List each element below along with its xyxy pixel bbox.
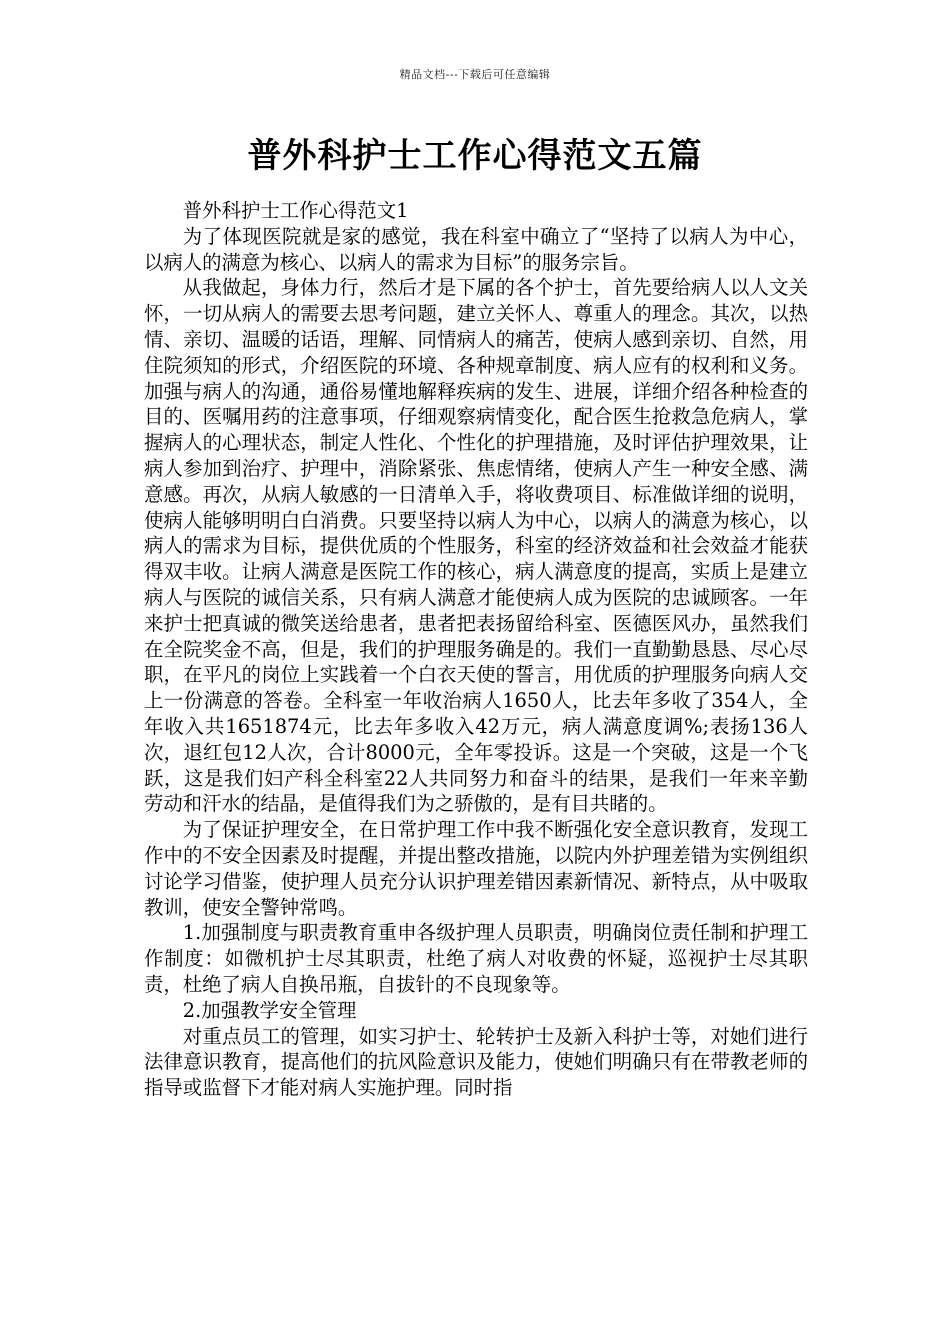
section-heading: 普外科护士工作心得范文1: [182, 199, 409, 222]
page-header: 精品文档---下载后可任意编辑: [399, 68, 551, 81]
body-paragraph: 为了保证护理安全，在日常护理工作中我不断强化安全意识教育，发现工作中的不安全因素及时提醒，并提出整改措施，以院内外护理差错为实例组织讨论学习借鉴，使护理人员充分认识护理差错因素新情况、新特点，从中吸取教训，使安全警钟常鸣。: [144, 818, 808, 919]
body-paragraph: 从我做起，身体力行，然后才是下属的各个护士，首先要给病人以人文关怀，一切从病人的需要去思考问题，建立关怀人、尊重人的理念。其次，以热情、亲切、温暖的话语，理解、同情病人的痛苦，使病人感到亲切、自然，用住院须知的形式，介绍医院的环境、各种规章制度、病人应有的权利和义务。加强与病人的沟通，通俗易懂地解释疾病的发生、进展，详细介绍各种检查的目的、医嘱用药的注意事项，仔细观察病情变化，配合医生抢救急危病人，掌握病人的心理状态，制定人性化、个性化的护理措施，及时评估护理效果，让病人参加到治疗、护理中，消除紧张、焦虑情绪，使病人产生一种安全感、满意感。再次，从病人敏感的一日清单入手，将收费项目、标准做详细的说明，使病人能够明明白白消费。只要坚持以病人为中心，以病人的满意为核心，以病人的需求为目标，提供优质的个性服务，科室的经济效益和社会效益才能获得双丰收。让病人满意是医院工作的核心，病人满意度的提高，实质上是建立病人与医院的诚信关系，只有病人满意才能使病人成为医院的忠诚顾客。一年来护士把真诚的微笑送给患者，患者把表扬留给科室、医德医风办，虽然我们在全院奖金不高，但是，我们的护理服务确是的。我们一直勤勤恳恳、尽心尽职，在平凡的岗位上实践着一个白衣天使的誓言，用优质的护理服务向病人交上一份满意的答卷。全科室一年收治病人1650人，比去年多收了354人，全年收入共1651874元，比去年多收入42万元，病人满意度调%;表扬136人次，退红包12人次，合计8000元，全年零投诉。这是一个突破，这是一个飞跃，这是我们妇产科全科室22人共同努力和奋斗的结果，是我们一年来辛勤劳动和汗水的结晶，是值得我们为之骄傲的，是有目共睹的。: [144, 276, 808, 816]
body-paragraph: 对重点员工的管理，如实习护士、轮转护士及新入科护士等，对她们进行法律意识教育，提高他们的抗风险意识及能力，使她们明确只有在带教老师的指导或监督下才能对病人实施护理。同时指: [144, 1024, 808, 1100]
body-paragraph: 为了体现医院就是家的感觉，我在科室中确立了“坚持了以病人为中心，以病人的满意为核心、以病人的需求为目标”的服务宗旨。: [144, 224, 808, 274]
document-title: 普外科护士工作心得范文五篇: [247, 136, 703, 176]
document-body: [144, 198, 808, 1101]
subsection-heading: 2.加强教学安全管理: [182, 998, 357, 1022]
body-paragraph: 1.加强制度与职责教育重申各级护理人员职责，明确岗位责任制和护理工作制度：如微机护士尽其职责，杜绝了病人对收费的怀疑，巡视护士尽其职责，杜绝了病人自换吊瓶，自拔针的不良现象等。: [144, 921, 808, 996]
